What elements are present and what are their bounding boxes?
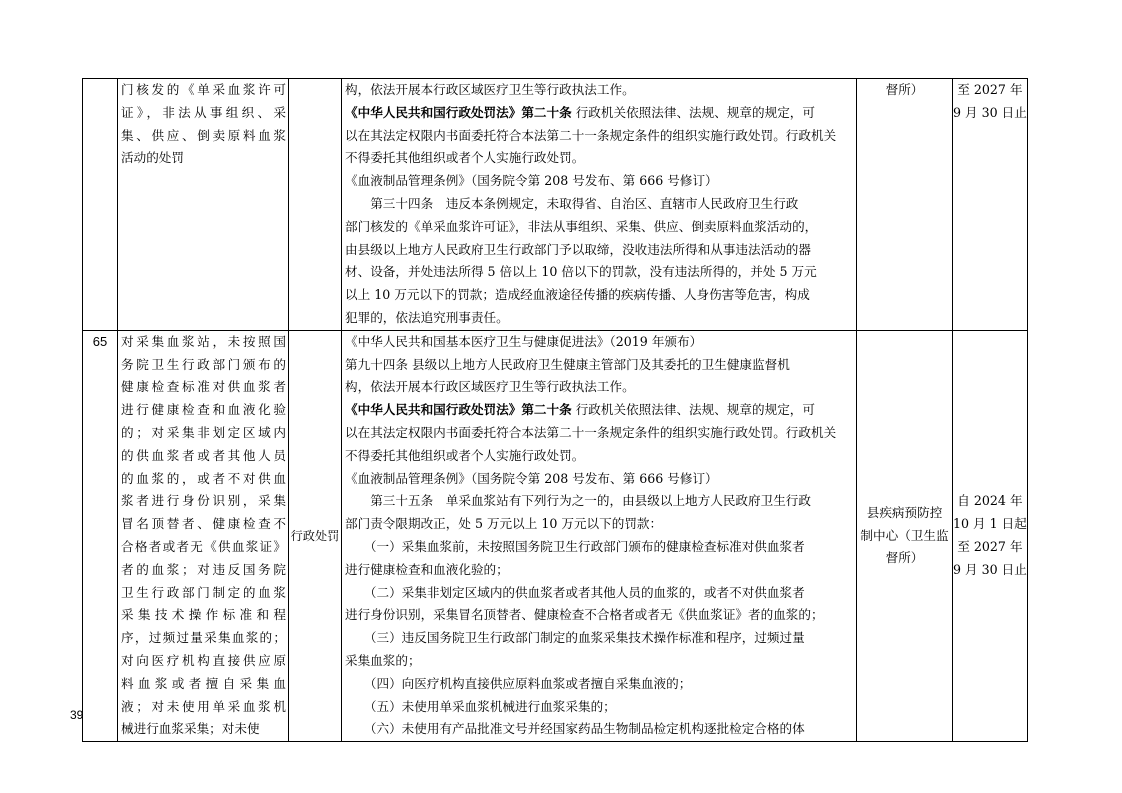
cell-text-line: 督所） [885, 82, 924, 97]
cell-text-line: 健康检查标准对供血浆者 [121, 379, 286, 395]
enforcement-agency-cell [857, 330, 953, 741]
cell-text-line: 部门核发的《单采血浆许可证》，非法从事组织、采集、供应、倒卖原料血浆活动的， [345, 218, 818, 234]
cell-text-line: 合格者或者无《供血浆证》 [121, 538, 286, 554]
cell-text-line: 第九十四条 县级以上地方人民政府卫生健康主管部门及其委托的卫生健康监督机 [345, 356, 790, 372]
cell-text-line: 不得委托其他组织或者个人实施行政处罚。 [345, 150, 585, 166]
cell-text-line: 第三十四条 违反本条例规定，未取得省、自治区、直辖市人民政府卫生行政 [345, 195, 799, 211]
cell-text-line: 督所） [885, 550, 924, 566]
penalty-type-cell: 行政处罚 [289, 330, 342, 741]
cell-text-line: 《中华人民共和国行政处罚法》第二十条 行政机关依照法律、法规、规章的规定，可 [345, 402, 815, 418]
table-row [83, 79, 1028, 331]
cell-text-line: 进行身份识别，采集冒名顶替者、健康检查不合格者或者无《供血浆证》者的血浆的； [345, 607, 824, 623]
cell-text-line: 采集技术操作标准和程 [121, 607, 286, 623]
cell-text-line: 至 2027 年 [957, 82, 1023, 97]
table-row [83, 330, 1028, 741]
cell-text-line: 构，依法开展本行政区域医疗卫生等行政执法工作。 [345, 379, 635, 395]
cell-text-line: 进行健康检查和血液化验的； [345, 561, 509, 577]
validity-period-cell [953, 79, 1028, 331]
cell-text-line: 9 月 30 日止 [953, 561, 1027, 577]
cell-text-line: 由县级以上地方人民政府卫生行政部门予以取缔，没收违法所得和从事违法活动的器 [345, 241, 811, 257]
cell-text-line: 县疾病预防控 [866, 504, 943, 520]
cell-text-line: 械进行血浆采集；对未使 [121, 721, 260, 737]
cell-text-line: （四）向医疗机构直接供应原料血浆或者擅自采集血液的； [345, 675, 692, 691]
cell-text-line: 对采集血浆站，未按照国 [121, 333, 286, 349]
cell-text-line: 部门责令限期改正，处 5 万元以上 10 万元以下的罚款： [345, 516, 663, 532]
cell-text-line: 者的血浆；对违反国务院 [121, 561, 286, 577]
penalty-type-cell [289, 79, 342, 331]
legal-basis-cell [342, 79, 857, 331]
cell-text-line: 9 月 30 日止 [953, 104, 1027, 120]
cell-text-line: 门核发的《单采血浆许可 [121, 82, 286, 97]
cell-text-line: 冒名顶替者、健康检查不 [121, 516, 286, 532]
cell-text-line: 《血液制品管理条例》（国务院令第 208 号发布、第 666 号修订） [345, 173, 718, 189]
cell-text-line: （五）未使用单采血浆机械进行血浆采集的； [345, 698, 616, 714]
offense-item-cell [118, 330, 289, 741]
cell-text-line: 自 2024 年 [957, 493, 1023, 509]
cell-text-line: 以在其法定权限内书面委托符合本法第二十一条规定条件的组织实施行政处罚。行政机关 [345, 424, 837, 440]
cell-text-line: 10 月 1 日起 [953, 516, 1027, 532]
cell-text-line: 《中华人民共和国基本医疗卫生与健康促进法》（2019 年颁布） [345, 333, 703, 349]
row-number-cell: 65 [83, 330, 118, 741]
enforcement-agency-cell [857, 79, 953, 331]
cell-text-line: （六）未使用有产品批准文号并经国家药品生物制品检定机构逐批检定合格的体 [345, 721, 805, 737]
regulation-table [82, 78, 1028, 742]
cell-text-line: 至 2027 年 [957, 538, 1023, 554]
cell-text-line: 的血浆的，或者不对供血 [121, 470, 286, 486]
cell-text-line: 序，过频过量采集血浆的； [121, 630, 286, 646]
cell-text-line: 浆者进行身份识别，采集 [121, 493, 286, 509]
cell-text-line: 料血浆或者擅自采集血 [121, 675, 286, 691]
cell-text-line: 以在其法定权限内书面委托符合本法第二十一条规定条件的组织实施行政处罚。行政机关 [345, 127, 837, 143]
cell-text-line: 活动的处罚 [121, 150, 184, 166]
cell-text-line: （三）违反国务院卫生行政部门制定的血浆采集技术操作标准和程序，过频过量 [345, 630, 805, 646]
cell-text-line: 证》，非法从事组织、采 [121, 104, 286, 120]
cell-text-line: （一）采集血浆前，未按照国务院卫生行政部门颁布的健康检查标准对供血浆者 [345, 538, 805, 554]
cell-text-line: 制中心（卫生监 [860, 527, 949, 543]
validity-period-cell [953, 330, 1028, 741]
cell-text-line: 卫生行政部门制定的血浆 [121, 584, 286, 600]
cell-text-line: 进行健康检查和血液化验 [121, 402, 286, 418]
offense-item-cell [118, 79, 289, 331]
cell-text-line: 《血液制品管理条例》（国务院令第 208 号发布、第 666 号修订） [345, 470, 718, 486]
cell-text-line: 《中华人民共和国行政处罚法》第二十条 行政机关依照法律、法规、规章的规定，可 [345, 104, 815, 120]
cell-text-line: 的供血浆者或者其他人员 [121, 447, 286, 463]
cell-text-line: （二）采集非划定区域内的供血浆者或者其他人员的血浆的，或者不对供血浆者 [345, 584, 805, 600]
page-number: 39 [70, 708, 84, 722]
cell-text-line: 务院卫生行政部门颁布的 [121, 356, 286, 372]
legal-basis-cell [342, 330, 857, 741]
row-number-cell [83, 79, 118, 331]
cell-text-line: 集、供应、倒卖原料血浆 [121, 127, 286, 143]
cell-text-line: 犯罪的，依法追究刑事责任。 [345, 309, 509, 325]
cell-text-line: 液；对未使用单采血浆机 [121, 698, 286, 714]
cell-text-line: 采集血浆的； [345, 652, 421, 668]
cell-text-line: 不得委托其他组织或者个人实施行政处罚。 [345, 447, 585, 463]
cell-text-line: 构，依法开展本行政区域医疗卫生等行政执法工作。 [345, 82, 635, 97]
cell-text-line: 材、设备，并处违法所得 5 倍以上 10 倍以下的罚款，没有违法所得的，并处 5 万元 [345, 264, 817, 280]
cell-text-line: 对向医疗机构直接供应原 [121, 652, 286, 668]
cell-text-line: 第三十五条 单采血浆站有下列行为之一的，由县级以上地方人民政府卫生行政 [345, 493, 811, 509]
cell-text-line: 的；对采集非划定区域内 [121, 424, 286, 440]
cell-text-line: 以上 10 万元以下的罚款；造成经血液途径传播的疾病传播、人身伤害等危害，构成 [345, 287, 810, 303]
